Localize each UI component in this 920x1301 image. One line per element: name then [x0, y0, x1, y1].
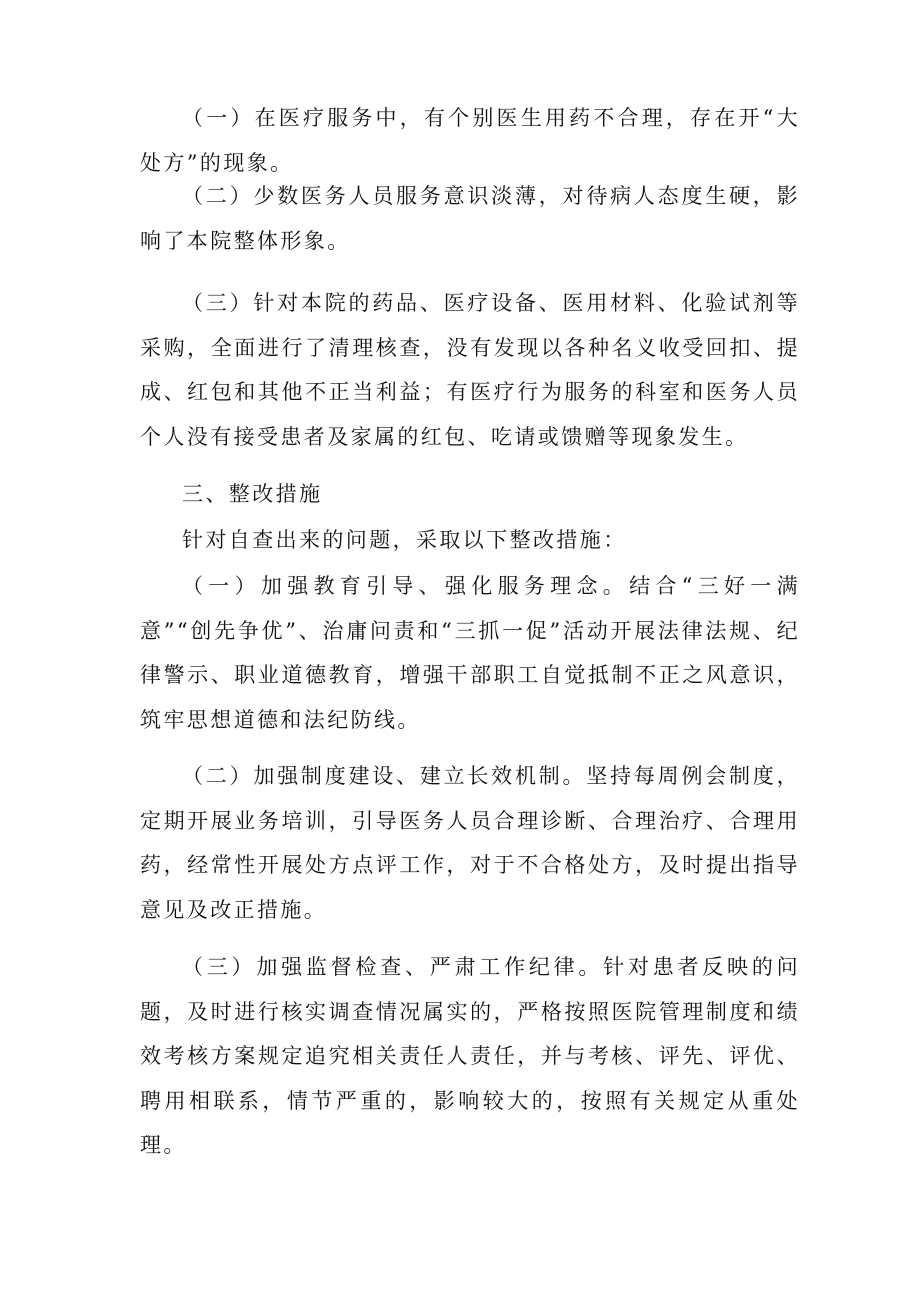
paragraph-measure-3: （三）加强监督检查、严肃工作纪律。针对患者反映的问题，及时进行核实调查情况属实的，严格按照医院管理制度和绩效考核方案规定追究相关责任人责任，并与考核、评先、评优、聘用相联系，情节严重的，影响较大的，按照有关规定从重处理。 — [140, 955, 800, 1157]
section-heading-rectification: 三、整改措施 — [182, 482, 323, 506]
paragraph-problem-2: （二）少数医务人员服务意识淡薄，对待病人态度生硬，影响了本院整体形象。 — [140, 184, 800, 253]
paragraph-problem-3: （三）针对本院的药品、医疗设备、医用材料、化验试剂等采购，全面进行了清理核查，没有发现以各种名义收受回扣、提成、红包和其他不正当利益；有医疗行为服务的科室和医务人员个人没有接受患者及家属的红包、吃请或馈赠等现象发生。 — [140, 291, 800, 449]
paragraph-intro-measures: 针对自查出来的问题，采取以下整改措施： — [182, 528, 627, 552]
paragraph-measure-1: （一）加强教育引导、强化服务理念。结合“三好一满意”“创先争优”、治庸问责和“三抓一促”活动开展法律法规、纪律警示、职业道德教育，增强干部职工自觉抵制不正之风意识，筑牢思想道德和法纪防线。 — [140, 574, 800, 732]
paragraph-measure-2: （二）加强制度建设、建立长效机制。坚持每周例会制度，定期开展业务培训，引导医务人员合理诊断、合理治疗、合理用药，经常性开展处方点评工作，对于不合格处方，及时提出指导意见及改正措施。 — [140, 764, 800, 922]
paragraph-problem-1: （一）在医疗服务中，有个别医生用药不合理，存在开“大处方”的现象。 — [140, 106, 800, 175]
